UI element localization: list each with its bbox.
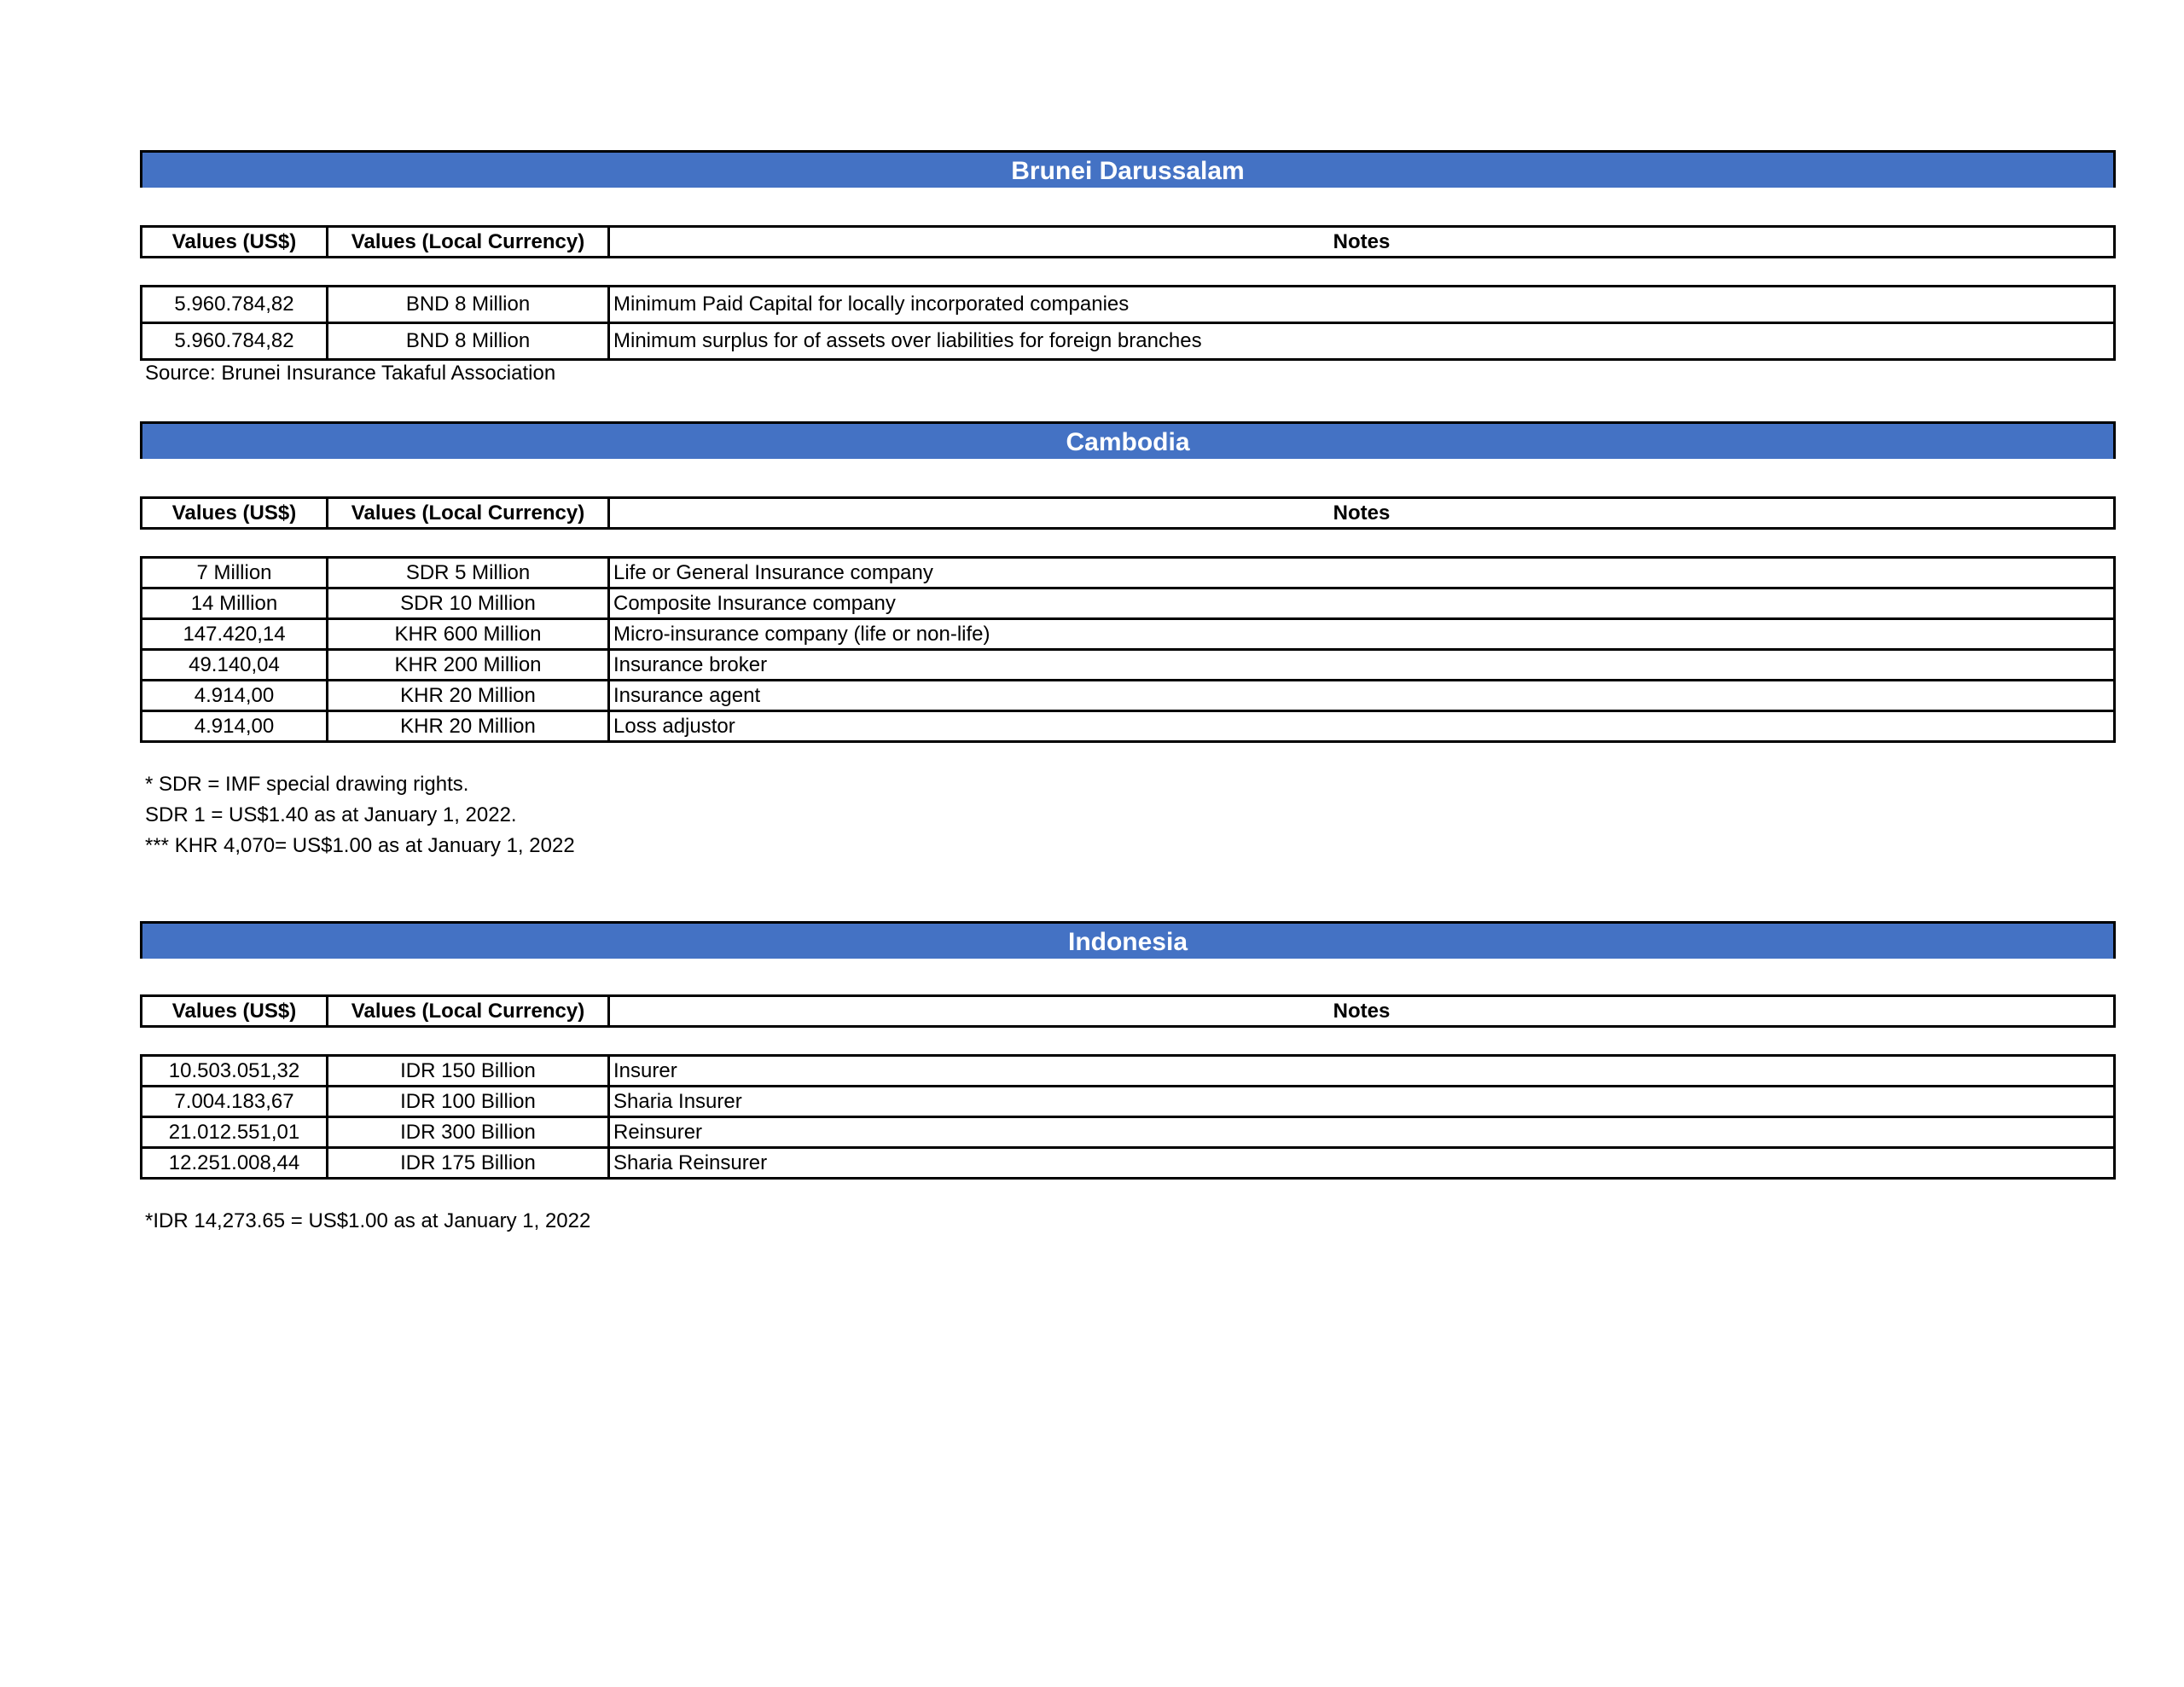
table-row <box>142 1148 2115 1179</box>
brunei-header-table <box>140 225 2116 258</box>
table-row <box>142 1117 2115 1148</box>
local-value: BND 8 Million <box>328 287 609 323</box>
table-row <box>142 287 2115 323</box>
brunei-header-local: Values (Local Currency) <box>328 227 609 258</box>
brunei-title: Brunei Darussalam <box>140 150 2116 188</box>
local-value: KHR 20 Million <box>328 711 609 742</box>
table-row <box>142 588 2115 619</box>
note-text: Insurance broker <box>609 650 2115 681</box>
brunei-data-table <box>140 285 2116 361</box>
table-row <box>142 650 2115 681</box>
indonesia-header-table <box>140 994 2116 1028</box>
local-value: IDR 100 Billion <box>328 1087 609 1117</box>
usd-value: 5.960.784,82 <box>142 323 328 360</box>
table-row <box>142 1087 2115 1117</box>
indonesia-note-1: *IDR 14,273.65 = US$1.00 as at January 1, 2022 <box>145 1209 591 1232</box>
usd-value: 4.914,00 <box>142 711 328 742</box>
usd-value: 14 Million <box>142 588 328 619</box>
note-text: Insurer <box>609 1056 2115 1087</box>
cambodia-header-table <box>140 496 2116 530</box>
cambodia-note-1: * SDR = IMF special drawing rights. <box>145 773 469 796</box>
local-value: IDR 300 Billion <box>328 1117 609 1148</box>
note-text: Loss adjustor <box>609 711 2115 742</box>
local-value: IDR 175 Billion <box>328 1148 609 1179</box>
table-row <box>142 681 2115 711</box>
note-text: Reinsurer <box>609 1117 2115 1148</box>
local-value: KHR 200 Million <box>328 650 609 681</box>
usd-value: 7.004.183,67 <box>142 1087 328 1117</box>
local-value: IDR 150 Billion <box>328 1056 609 1087</box>
cambodia-note-2: SDR 1 = US$1.40 as at January 1, 2022. <box>145 803 517 826</box>
note-text: Minimum surplus for of assets over liabilities for foreign branches <box>609 323 2115 360</box>
brunei-source: Source: Brunei Insurance Takaful Association <box>145 362 556 385</box>
usd-value: 5.960.784,82 <box>142 287 328 323</box>
local-value: SDR 5 Million <box>328 558 609 588</box>
local-value: BND 8 Million <box>328 323 609 360</box>
cambodia-header-usd: Values (US$) <box>142 498 328 529</box>
table-row <box>142 323 2115 360</box>
brunei-header-usd: Values (US$) <box>142 227 328 258</box>
table-row <box>142 711 2115 742</box>
usd-value: 12.251.008,44 <box>142 1148 328 1179</box>
cambodia-header-local: Values (Local Currency) <box>328 498 609 529</box>
cambodia-title: Cambodia <box>140 421 2116 459</box>
note-text: Minimum Paid Capital for locally incorporated companies <box>609 287 2115 323</box>
local-value: KHR 600 Million <box>328 619 609 650</box>
note-text: Insurance agent <box>609 681 2115 711</box>
usd-value: 21.012.551,01 <box>142 1117 328 1148</box>
usd-value: 147.420,14 <box>142 619 328 650</box>
usd-value: 10.503.051,32 <box>142 1056 328 1087</box>
note-text: Micro-insurance company (life or non-life) <box>609 619 2115 650</box>
indonesia-data-table <box>140 1054 2116 1180</box>
indonesia-header-usd: Values (US$) <box>142 996 328 1027</box>
usd-value: 4.914,00 <box>142 681 328 711</box>
local-value: KHR 20 Million <box>328 681 609 711</box>
table-row <box>142 1056 2115 1087</box>
table-row <box>142 558 2115 588</box>
note-text: Sharia Insurer <box>609 1087 2115 1117</box>
indonesia-header-local: Values (Local Currency) <box>328 996 609 1027</box>
cambodia-note-3: *** KHR 4,070= US$1.00 as at January 1, 2022 <box>145 834 575 857</box>
note-text: Life or General Insurance company <box>609 558 2115 588</box>
indonesia-header-notes: Notes <box>609 996 2115 1027</box>
table-row <box>142 619 2115 650</box>
cambodia-data-table <box>140 556 2116 743</box>
usd-value: 7 Million <box>142 558 328 588</box>
brunei-header-notes: Notes <box>609 227 2115 258</box>
usd-value: 49.140,04 <box>142 650 328 681</box>
local-value: SDR 10 Million <box>328 588 609 619</box>
indonesia-title: Indonesia <box>140 921 2116 959</box>
cambodia-header-notes: Notes <box>609 498 2115 529</box>
note-text: Composite Insurance company <box>609 588 2115 619</box>
note-text: Sharia Reinsurer <box>609 1148 2115 1179</box>
